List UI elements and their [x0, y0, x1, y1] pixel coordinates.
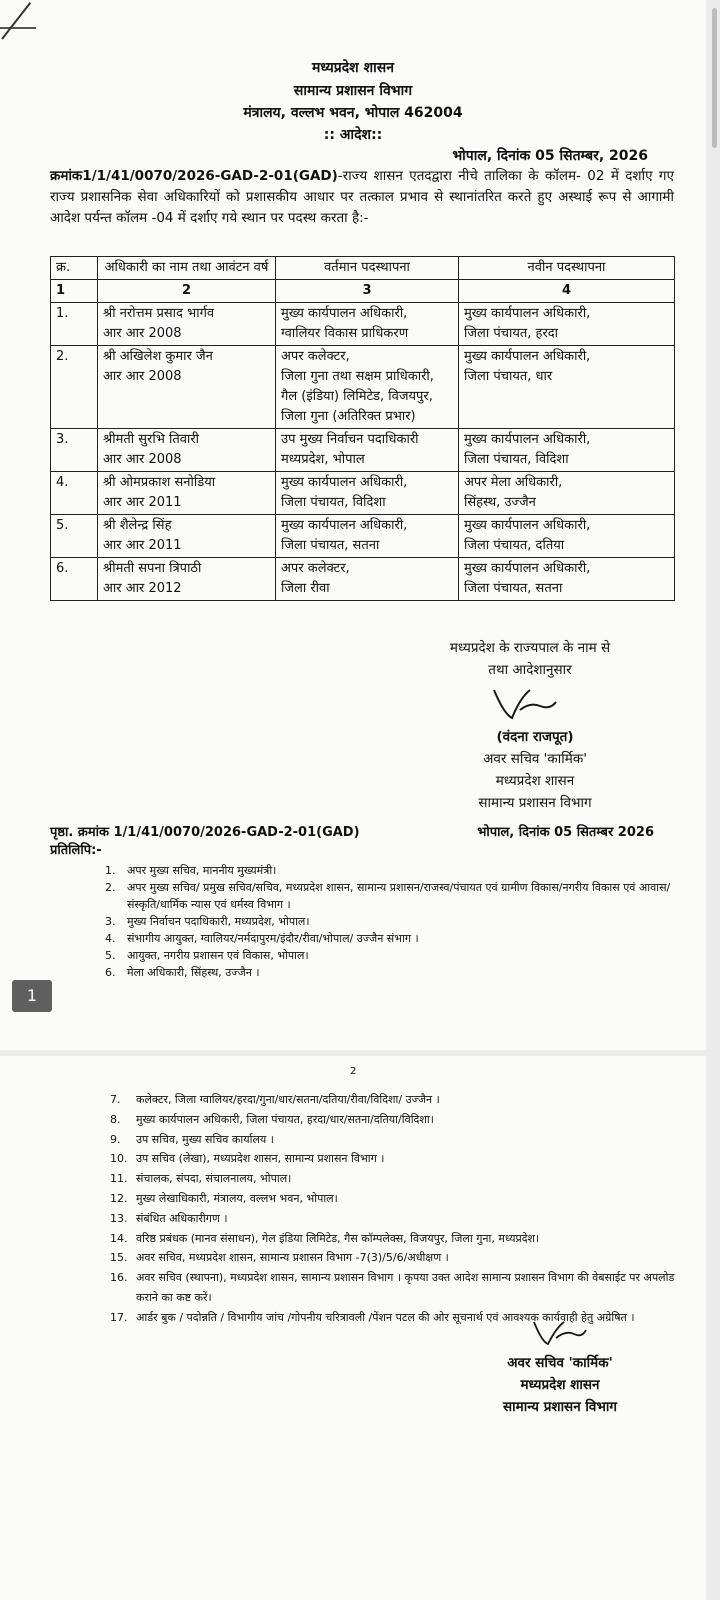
- header-name: अधिकारी का नाम तथा आवंटन वर्ष: [98, 257, 276, 280]
- row-officer: [98, 558, 276, 601]
- order-number: क्रमांक1/1/41/0070/2026-GAD-2-01(GAD): [50, 168, 338, 184]
- list-item-number: 12.: [110, 1191, 128, 1205]
- list-item: [110, 1308, 675, 1328]
- list-item-number: 7.: [110, 1093, 121, 1106]
- list-item-text: मुख्य निर्वाचन पदाधिकारी, मध्यप्रदेश, भोपाल।: [127, 915, 310, 928]
- table-row: [51, 515, 675, 558]
- list-item-number: 15.: [110, 1251, 128, 1265]
- header-sn: क्र.: [51, 257, 98, 280]
- current-posting-line: जिला पंचायत, सतना: [281, 538, 380, 553]
- current-posting-line: जिला गुना (अतिरिक्त प्रभार): [281, 409, 416, 424]
- list-item: [105, 862, 675, 879]
- officer-name: श्रीमती सपना त्रिपाठी: [103, 561, 202, 576]
- new-posting-line: मुख्य कार्यपालन अधिकारी,: [464, 306, 591, 321]
- list-item-text: मुख्य लेखाधिकारी, मंत्रालय, वल्लभ भवन, भोपाल।: [136, 1191, 338, 1205]
- signatory2-designation: अवर सचिव 'कार्मिक': [507, 1355, 613, 1371]
- signature-2: [530, 1316, 590, 1350]
- header-line-2: सामान्य प्रशासन विभाग: [293, 83, 413, 99]
- document-page-2: [0, 1056, 706, 1600]
- scrollbar[interactable]: [712, 8, 717, 148]
- signatory-block-2: [465, 1352, 655, 1418]
- endorsement-date: भोपाल, दिनांक 05 सितम्बर 2026: [477, 825, 654, 840]
- list-item-text: उप सचिव, मुख्य सचिव कार्यालय ।: [136, 1132, 274, 1146]
- officer-year: आर आर 2011: [103, 495, 182, 510]
- col-no-2: 2: [98, 280, 276, 303]
- officer-year: आर आर 2011: [103, 538, 182, 553]
- current-posting-line: मुख्य कार्यपालन अधिकारी,: [281, 306, 408, 321]
- list-item-number: 6.: [105, 966, 116, 979]
- copy-list-page-1: [105, 862, 675, 981]
- list-item: [110, 1090, 675, 1110]
- row-current-posting: [276, 515, 459, 558]
- officer-year: आर आर 2012: [103, 581, 182, 596]
- signatory-org-2: सामान्य प्रशासन विभाग: [478, 795, 592, 811]
- list-item: [105, 879, 675, 913]
- officer-name: श्री शैलेन्द्र सिंह: [103, 518, 172, 533]
- scan-mark: [0, 27, 36, 29]
- signatory-org-1: मध्यप्रदेश शासन: [495, 773, 575, 789]
- row-new-posting: [459, 515, 675, 558]
- new-posting-line: जिला पंचायत, सतना: [464, 581, 563, 596]
- header-current: वर्तमान पदस्थापना: [276, 257, 459, 280]
- table-row: [51, 558, 675, 601]
- list-item: [110, 1229, 675, 1249]
- list-item-number: 4.: [105, 932, 116, 945]
- list-item: [110, 1268, 675, 1308]
- list-item: [105, 930, 675, 947]
- signatory-block: [440, 726, 630, 814]
- list-item: [105, 947, 675, 964]
- row-officer: [98, 346, 276, 429]
- row-officer: [98, 429, 276, 472]
- list-item-number: 3.: [105, 915, 116, 928]
- list-item: [105, 913, 675, 930]
- table-row: [51, 346, 675, 429]
- table-row: [51, 429, 675, 472]
- row-current-posting: [276, 558, 459, 601]
- list-item: [110, 1189, 675, 1209]
- list-item: [105, 964, 675, 981]
- list-item-text: संचालक, संपदा, संचालनालय, भोपाल।: [136, 1172, 292, 1186]
- transfer-table-body: [51, 257, 675, 601]
- list-item: [110, 1149, 675, 1169]
- current-posting-line: मुख्य कार्यपालन अधिकारी,: [281, 518, 408, 533]
- list-item-text: उप सचिव (लेखा), मध्यप्रदेश शासन, सामान्य प्रशासन विभाग ।: [136, 1152, 385, 1166]
- authority-text: [430, 637, 630, 681]
- list-item-number: 2.: [105, 881, 116, 894]
- row-sn: 6.: [51, 558, 98, 601]
- list-item-text: संभागीय आयुक्त, ग्वालियर/नर्मदापुरम/इंदौर/रीवा/भोपाल/ उज्जैन संभाग ।: [127, 932, 419, 945]
- table-row: [51, 303, 675, 346]
- list-item: [110, 1209, 675, 1229]
- officer-name: श्री नरोत्तम प्रसाद भार्गव: [103, 306, 215, 321]
- list-item-text: अपर मुख्य सचिव/ प्रमुख सचिव/सचिव, मध्यप्रदेश शासन, सामान्य प्रशासन/राजस्व/पंचायत एवं ग्रामीण विकास/नगरीय विकास एवं आवास/संस्कृति/धार्मिक न्यास एवं धर्मस्व विभाग ।: [127, 881, 671, 911]
- row-new-posting: [459, 346, 675, 429]
- endorsement-number: पृष्ठा. क्रमांक 1/1/41/0070/2026-GAD-2-01(GAD): [50, 825, 360, 840]
- list-item-text: कलेक्टर, जिला ग्वालियर/हरदा/गुना/धार/सतना/दतिया/रीवा/विदिशा/ उज्जैन ।: [136, 1093, 440, 1106]
- list-item: [110, 1169, 675, 1189]
- list-item-text: आयुक्त, नगरीय प्रशासन एवं विकास, भोपाल।: [127, 949, 309, 962]
- officer-name: श्रीमती सुरभि तिवारी: [103, 432, 200, 447]
- new-posting-line: मुख्य कार्यपालन अधिकारी,: [464, 432, 591, 447]
- current-posting-line: ग्वालियर विकास प्राधिकरण: [281, 326, 409, 341]
- list-item-text: संबंधित अधिकारीगण ।: [136, 1211, 228, 1225]
- list-item-number: 1.: [105, 864, 116, 877]
- row-current-posting: [276, 303, 459, 346]
- new-posting-line: मुख्य कार्यपालन अधिकारी,: [464, 561, 591, 576]
- column-number-row: [51, 280, 675, 303]
- table-header-row: [51, 257, 675, 280]
- row-new-posting: [459, 429, 675, 472]
- header-line-1: मध्यप्रदेश शासन: [312, 60, 394, 76]
- order-body: -राज्य शासन एतदद्वारा नीचे तालिका के कॉलम- 02 में दर्शाए गए राज्य प्रशासनिक सेवा अधिकारियों को प्रशासकीय आधार पर तत्काल प्रभाव से स्थानांतरित करते हुए अस्थाई रूप से आगामी आदेश पर्यन्त कॉलम -04 में दर्शाए गये स्थान पर पदस्थ करता है:-: [50, 168, 674, 226]
- copy-list-page-2: [110, 1090, 675, 1328]
- list-item-number: 10.: [110, 1152, 128, 1166]
- row-new-posting: [459, 472, 675, 515]
- row-sn: 1.: [51, 303, 98, 346]
- row-current-posting: [276, 346, 459, 429]
- officer-year: आर आर 2008: [103, 452, 182, 467]
- row-new-posting: [459, 303, 675, 346]
- current-posting-line: मध्यप्रदेश, भोपाल: [281, 452, 365, 467]
- list-item-text: मेला अधिकारी, सिंहस्थ, उज्जैन ।: [127, 966, 260, 979]
- list-item-number: 11.: [110, 1172, 128, 1186]
- new-posting-line: अपर मेला अधिकारी,: [464, 475, 563, 490]
- current-posting-line: उप मुख्य निर्वाचन पदाधिकारी: [281, 432, 419, 447]
- current-posting-line: जिला गुना तथा सक्षम प्राधिकारी,: [281, 369, 434, 384]
- list-item-text: अपर मुख्य सचिव, माननीय मुख्यमंत्री।: [127, 864, 277, 877]
- new-posting-line: मुख्य कार्यपालन अधिकारी,: [464, 518, 591, 533]
- list-item-text: मुख्य कार्यपालन अधिकारी, जिला पंचायत, हरदा/धार/सतना/दतिया/विदिशा।: [136, 1112, 434, 1126]
- row-current-posting: [276, 429, 459, 472]
- list-item-text: वरिष्ठ प्रबंधक (मानव संसाधन), गेल इंडिया लिमिटेड, गैस कॉम्पलेक्स, विजयपुर, जिला गुना, मध्यप्रदेश।: [136, 1231, 540, 1245]
- new-posting-line: मुख्य कार्यपालन अधिकारी,: [464, 349, 591, 364]
- new-posting-line: जिला पंचायत, धार: [464, 369, 553, 384]
- row-sn: 4.: [51, 472, 98, 515]
- list-item-number: 14.: [110, 1231, 128, 1245]
- current-posting-line: अपर कलेक्टर,: [281, 349, 350, 364]
- list-item-number: 17.: [110, 1310, 128, 1324]
- row-sn: 2.: [51, 346, 98, 429]
- signatory2-org-1: मध्यप्रदेश शासन: [520, 1377, 600, 1393]
- header-line-4: :: आदेश::: [323, 127, 383, 143]
- list-item-text: अवर सचिव (स्थापना), मध्यप्रदेश शासन, सामान्य प्रशासन विभाग । कृपया उक्त आदेश सामान्य प्रशासन विभाग की वेबसाईट पर अपलोड कराने का कष्ट करें।: [136, 1271, 675, 1304]
- signatory-designation: अवर सचिव 'कार्मिक': [483, 751, 587, 767]
- row-officer: [98, 472, 276, 515]
- signature-1: [490, 684, 560, 724]
- list-item-number: 13.: [110, 1211, 128, 1225]
- officer-year: आर आर 2008: [103, 369, 182, 384]
- list-item-number: 16.: [110, 1271, 128, 1285]
- list-item-number: 8.: [110, 1112, 121, 1126]
- current-posting-line: जिला रीवा: [281, 581, 330, 596]
- row-sn: 5.: [51, 515, 98, 558]
- col-no-3: 3: [276, 280, 459, 303]
- page-number: 2: [350, 1066, 357, 1077]
- row-officer: [98, 515, 276, 558]
- page-badge[interactable]: 1: [12, 980, 52, 1012]
- list-item: [110, 1130, 675, 1150]
- new-posting-line: जिला पंचायत, दतिया: [464, 538, 565, 553]
- officer-name: श्री ओमप्रकाश सनोडिया: [103, 475, 216, 490]
- officer-year: आर आर 2008: [103, 326, 182, 341]
- list-item: [110, 1248, 675, 1268]
- list-item-number: 9.: [110, 1132, 121, 1146]
- row-sn: 3.: [51, 429, 98, 472]
- current-posting-line: गैल (इंडिया) लिमिटेड, विजयपुर,: [281, 389, 433, 404]
- new-posting-line: जिला पंचायत, हरदा: [464, 326, 559, 341]
- authority-line-1: मध्यप्रदेश के राज्यपाल के नाम से: [449, 640, 611, 656]
- current-posting-line: अपर कलेक्टर,: [281, 561, 350, 576]
- pen-stroke-mark: [1, 2, 31, 39]
- authority-line-2: तथा आदेशानुसार: [488, 662, 572, 678]
- row-current-posting: [276, 472, 459, 515]
- officer-name: श्री अखिलेश कुमार जैन: [103, 349, 213, 364]
- copy-label: प्रतिलिपि:-: [50, 843, 102, 858]
- signatory-name: (वंदना राजपूत): [496, 729, 574, 745]
- transfer-table: [50, 256, 675, 601]
- col-no-4: 4: [459, 280, 675, 303]
- row-new-posting: [459, 558, 675, 601]
- list-item-text: आर्डर बुक / पदोन्नति / विभागीय जांच /गोपनीय चरित्रावली /पेंशन पटल की ओर सूचनार्थ एवं आवश्यक कार्यवाही हेतु अग्रेषित ।: [136, 1310, 635, 1324]
- row-officer: [98, 303, 276, 346]
- list-item: [110, 1110, 675, 1130]
- table-row: [51, 472, 675, 515]
- order-paragraph: [50, 166, 674, 229]
- new-posting-line: सिंहस्थ, उज्जैन: [464, 495, 536, 510]
- new-posting-line: जिला पंचायत, विदिशा: [464, 452, 569, 467]
- header-line-3: मंत्रालय, वल्लभ भवन, भोपाल 462004: [243, 105, 463, 121]
- list-item-number: 5.: [105, 949, 116, 962]
- col-no-1: 1: [51, 280, 98, 303]
- order-date: भोपाल, दिनांक 05 सितम्बर, 2026: [452, 148, 648, 164]
- current-posting-line: जिला पंचायत, विदिशा: [281, 495, 386, 510]
- current-posting-line: मुख्य कार्यपालन अधिकारी,: [281, 475, 408, 490]
- list-item-text: अवर सचिव, मध्यप्रदेश शासन, सामान्य प्रशासन विभाग -7(3)/5/6/अधीक्षण ।: [136, 1251, 449, 1265]
- header-new: नवीन पदस्थापना: [459, 257, 675, 280]
- signatory2-org-2: सामान्य प्रशासन विभाग: [503, 1399, 617, 1415]
